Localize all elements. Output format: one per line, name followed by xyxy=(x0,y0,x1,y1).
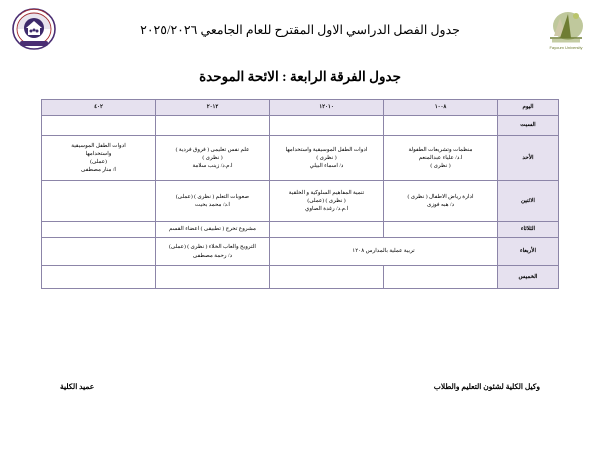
table-row xyxy=(42,238,559,266)
course-cell-tue-2012 xyxy=(156,222,270,238)
course-cell-mon-2012 xyxy=(156,181,270,222)
course-cell-sat-1008 xyxy=(384,116,498,136)
column-header-day: اليوم xyxy=(498,100,559,116)
table-row xyxy=(42,116,559,136)
course-cell-wed-field-training xyxy=(270,238,498,266)
course-cell-wed-2012 xyxy=(156,238,270,266)
course-cell-thu-12010 xyxy=(270,266,384,289)
column-header-402: ٤٠٢ xyxy=(42,100,156,116)
course-type: ( نظرى ) xyxy=(316,154,337,161)
course-title: صعوبات التعلم ( نظرى ) (عملى) xyxy=(175,193,250,200)
course-cell-sun-12010 xyxy=(270,136,384,181)
course-cell-mon-12010 xyxy=(270,181,384,222)
course-type: ( نظرى ) xyxy=(430,163,451,170)
course-instructor: ا.م.د/ زينب سلامة xyxy=(192,163,233,170)
course-instructor: د/ رحمة مصطفى xyxy=(192,252,233,259)
column-header-2012: ٢٠١٢ xyxy=(156,100,270,116)
table-body xyxy=(42,116,559,289)
day-label-saturday: السبت xyxy=(498,116,559,136)
table-row xyxy=(42,222,559,238)
schedule-table-container xyxy=(41,99,559,289)
schedule-table xyxy=(41,99,559,289)
course-cell-tue-402 xyxy=(42,222,156,238)
page-title: جدول الفصل الدراسي الاول المقترح للعام الجامعي ٢٠٢٥/٢٠٢٦ xyxy=(140,23,460,37)
day-label-monday: الاثنين xyxy=(498,181,559,222)
course-title: علم نفس تعليمى ( فروق فردية ) xyxy=(175,146,250,153)
course-cell-mon-1008 xyxy=(384,181,498,222)
course-cell-tue-12010 xyxy=(270,222,384,238)
course-instructor: د/ هبه فوزى xyxy=(426,202,455,208)
day-label-thursday: الخميس xyxy=(498,266,559,289)
day-label-tuesday: الثلاثاء xyxy=(498,222,559,238)
course-instructor: ا.م.د/ رغدة الصاوي xyxy=(304,206,349,213)
course-title: منظمات وتشريعات الطفولة xyxy=(408,146,473,153)
signature-dean: عميد الكلية xyxy=(60,382,95,391)
table-row xyxy=(42,136,559,181)
column-header-1008: ١٠٠٨ xyxy=(384,100,498,116)
course-type: ( نظرى ) (عملى) xyxy=(307,197,346,204)
course-instructor: ا.د/ علياء عبدالمنعم xyxy=(418,154,463,161)
course-cell-sun-2012 xyxy=(156,136,270,181)
course-title: ادوات الطفل الموسيقية واستخدامها xyxy=(285,146,368,153)
course-cell-tue-1008 xyxy=(384,222,498,238)
course-type: (عملى) xyxy=(90,159,107,165)
course-title: تربية عملية بالمدارس ١٢٠٨ xyxy=(352,248,415,255)
table-row xyxy=(42,181,559,222)
schedule-subtitle: جدول الفرقة الرابعة : الائحة الموحدة xyxy=(199,69,401,84)
course-cell-thu-1008 xyxy=(384,266,498,289)
svg-text:Fayoum University: Fayoum University xyxy=(549,45,583,50)
course-cell-wed-402 xyxy=(42,238,156,266)
course-title-cont: واستخدامها xyxy=(85,150,112,157)
table-head xyxy=(42,100,559,116)
course-title: تنمية المفاهيم السلوكية و الخلقية xyxy=(288,189,365,196)
course-instructor: ا/ منار مصطفى xyxy=(81,167,116,174)
course-cell-sun-1008 xyxy=(384,136,498,181)
column-header-12010: ١٢٠١٠ xyxy=(270,100,384,116)
course-cell-mon-402 xyxy=(42,181,156,222)
course-instructor: ا.د/ محمد بخيت xyxy=(195,202,230,208)
course-type: ( نظرى ) xyxy=(202,154,223,161)
day-label-sunday: الأحد xyxy=(498,136,559,181)
course-title: ادارة رياض الاطفال ( نظرى ) xyxy=(407,193,474,200)
table-row xyxy=(42,266,559,289)
course-cell-sat-2012 xyxy=(156,116,270,136)
table-header-row xyxy=(42,100,559,116)
course-cell-sat-402 xyxy=(42,116,156,136)
course-cell-thu-2012 xyxy=(156,266,270,289)
course-instructor: د/ اسماء البيلي xyxy=(309,163,344,170)
document-header xyxy=(0,0,600,60)
course-cell-thu-402 xyxy=(42,266,156,289)
signature-vice-dean: وكيل الكلية لشئون التعليم والطلاب xyxy=(433,382,540,391)
course-title: الترويح والعاب الخلاء ( نظرى ) (عملى) xyxy=(169,244,256,251)
course-cell-sun-402 xyxy=(42,136,156,181)
course-title: ادوات الطفل الموسيقية xyxy=(71,142,126,149)
course-cell-sat-12010 xyxy=(270,116,384,136)
course-title: مشروع تخرج ( تطبيقى ) اعضاء القسم xyxy=(169,226,256,233)
day-label-wednesday: الأربعاء xyxy=(498,238,559,266)
signature-block xyxy=(0,382,600,402)
